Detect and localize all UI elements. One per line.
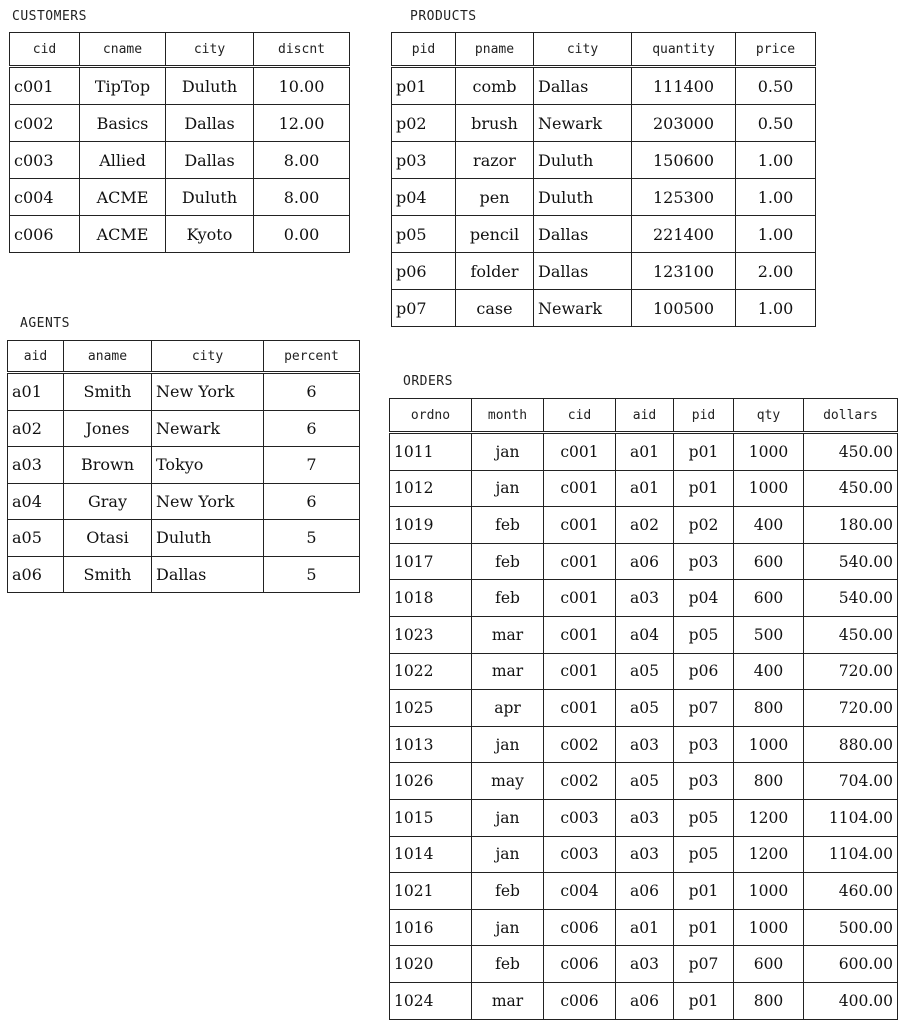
- column-header-cid: cid: [544, 399, 616, 433]
- orders-table-title: ORDERS: [403, 374, 453, 389]
- cell-pid: p01: [674, 909, 734, 946]
- cell-cname: TipTop: [80, 67, 166, 105]
- table-row: [390, 909, 898, 946]
- table-row: [390, 580, 898, 617]
- cell-pid: p06: [392, 253, 456, 290]
- cell-cid: c006: [544, 982, 616, 1019]
- cell-cid: c004: [10, 179, 80, 216]
- cell-dollars: 1104.00: [804, 799, 898, 836]
- cell-ordno: 1012: [390, 470, 472, 507]
- cell-pname: pencil: [456, 216, 534, 253]
- column-header-city: city: [152, 341, 264, 373]
- cell-pid: p03: [392, 142, 456, 179]
- cell-city: Dallas: [534, 253, 632, 290]
- cell-quantity: 203000: [632, 105, 736, 142]
- cell-qty: 1000: [734, 433, 804, 471]
- cell-percent: 5: [264, 556, 360, 593]
- cell-pid: p04: [674, 580, 734, 617]
- cell-city: Duluth: [534, 142, 632, 179]
- cell-pid: p01: [674, 873, 734, 910]
- cell-pid: p07: [674, 690, 734, 727]
- cell-qty: 400: [734, 653, 804, 690]
- cell-month: jan: [472, 836, 544, 873]
- cell-quantity: 150600: [632, 142, 736, 179]
- cell-city: Dallas: [166, 105, 254, 142]
- cell-ordno: 1013: [390, 726, 472, 763]
- cell-qty: 1000: [734, 873, 804, 910]
- cell-dollars: 600.00: [804, 946, 898, 983]
- cell-price: 0.50: [736, 105, 816, 142]
- cell-pid: p07: [392, 290, 456, 327]
- column-header-percent: percent: [264, 341, 360, 373]
- cell-pname: razor: [456, 142, 534, 179]
- cell-dollars: 540.00: [804, 543, 898, 580]
- cell-quantity: 111400: [632, 67, 736, 105]
- table-row: [390, 507, 898, 544]
- cell-dollars: 180.00: [804, 507, 898, 544]
- cell-month: feb: [472, 946, 544, 983]
- cell-qty: 800: [734, 763, 804, 800]
- column-header-cid: cid: [10, 33, 80, 67]
- table-row: [392, 253, 816, 290]
- cell-aid: a05: [616, 763, 674, 800]
- cell-city: Duluth: [166, 67, 254, 105]
- cell-dollars: 1104.00: [804, 836, 898, 873]
- cell-pid: p04: [392, 179, 456, 216]
- cell-cid: c002: [544, 726, 616, 763]
- cell-aid: a01: [616, 433, 674, 471]
- cell-aid: a05: [8, 520, 64, 557]
- cell-ordno: 1015: [390, 799, 472, 836]
- cell-month: apr: [472, 690, 544, 727]
- cell-cid: c006: [544, 909, 616, 946]
- customers-table: [9, 32, 350, 253]
- cell-percent: 6: [264, 373, 360, 411]
- table-row: [10, 179, 350, 216]
- cell-ordno: 1018: [390, 580, 472, 617]
- cell-qty: 600: [734, 946, 804, 983]
- cell-discnt: 8.00: [254, 142, 350, 179]
- cell-dollars: 450.00: [804, 433, 898, 471]
- cell-cname: Allied: [80, 142, 166, 179]
- cell-pid: p03: [674, 763, 734, 800]
- products-table: [391, 32, 816, 327]
- cell-aid: a06: [616, 982, 674, 1019]
- cell-month: feb: [472, 873, 544, 910]
- cell-aid: a03: [616, 836, 674, 873]
- cell-qty: 1000: [734, 909, 804, 946]
- cell-ordno: 1019: [390, 507, 472, 544]
- cell-pid: p06: [674, 653, 734, 690]
- table-row: [8, 520, 360, 557]
- cell-aid: a03: [616, 946, 674, 983]
- cell-aid: a03: [616, 799, 674, 836]
- table-row: [390, 470, 898, 507]
- cell-pid: p02: [392, 105, 456, 142]
- cell-ordno: 1022: [390, 653, 472, 690]
- cell-pid: p05: [674, 799, 734, 836]
- cell-discnt: 0.00: [254, 216, 350, 253]
- cell-cname: ACME: [80, 216, 166, 253]
- cell-qty: 400: [734, 507, 804, 544]
- table-row: [392, 67, 816, 105]
- cell-city: Newark: [534, 105, 632, 142]
- cell-month: jan: [472, 470, 544, 507]
- column-header-city: city: [166, 33, 254, 67]
- table-row: [10, 67, 350, 105]
- column-header-pid: pid: [392, 33, 456, 67]
- table-row: [390, 726, 898, 763]
- cell-cid: c003: [10, 142, 80, 179]
- cell-qty: 600: [734, 543, 804, 580]
- cell-ordno: 1014: [390, 836, 472, 873]
- cell-pname: pen: [456, 179, 534, 216]
- cell-qty: 1000: [734, 726, 804, 763]
- table-row: [8, 410, 360, 447]
- cell-price: 0.50: [736, 67, 816, 105]
- cell-cid: c001: [544, 580, 616, 617]
- cell-aname: Smith: [64, 373, 152, 411]
- cell-pid: p07: [674, 946, 734, 983]
- cell-quantity: 123100: [632, 253, 736, 290]
- cell-month: jan: [472, 726, 544, 763]
- cell-percent: 7: [264, 447, 360, 484]
- cell-price: 1.00: [736, 216, 816, 253]
- cell-pid: p02: [674, 507, 734, 544]
- cell-qty: 600: [734, 580, 804, 617]
- cell-cid: c001: [544, 690, 616, 727]
- cell-month: may: [472, 763, 544, 800]
- cell-pid: p05: [674, 836, 734, 873]
- cell-pid: p01: [674, 470, 734, 507]
- table-row: [8, 447, 360, 484]
- cell-city: Duluth: [166, 179, 254, 216]
- products-table-title: PRODUCTS: [410, 9, 477, 24]
- cell-aid: a01: [616, 470, 674, 507]
- table-row: [10, 105, 350, 142]
- cell-price: 2.00: [736, 253, 816, 290]
- cell-aid: a05: [616, 690, 674, 727]
- cell-ordno: 1024: [390, 982, 472, 1019]
- header-row: [10, 33, 350, 67]
- cell-dollars: 704.00: [804, 763, 898, 800]
- cell-city: Tokyo: [152, 447, 264, 484]
- cell-city: Kyoto: [166, 216, 254, 253]
- cell-aid: a02: [8, 410, 64, 447]
- cell-month: mar: [472, 616, 544, 653]
- cell-city: Duluth: [152, 520, 264, 557]
- cell-pname: case: [456, 290, 534, 327]
- cell-month: feb: [472, 580, 544, 617]
- cell-dollars: 540.00: [804, 580, 898, 617]
- table-row: [392, 290, 816, 327]
- cell-qty: 1200: [734, 836, 804, 873]
- cell-ordno: 1016: [390, 909, 472, 946]
- cell-city: New York: [152, 373, 264, 411]
- cell-month: jan: [472, 799, 544, 836]
- cell-pname: folder: [456, 253, 534, 290]
- table-row: [390, 653, 898, 690]
- cell-qty: 1200: [734, 799, 804, 836]
- cell-aid: a05: [616, 653, 674, 690]
- table-row: [390, 836, 898, 873]
- cell-city: Newark: [534, 290, 632, 327]
- column-header-city: city: [534, 33, 632, 67]
- column-header-cname: cname: [80, 33, 166, 67]
- cell-cid: c001: [544, 653, 616, 690]
- cell-dollars: 450.00: [804, 616, 898, 653]
- cell-cid: c002: [544, 763, 616, 800]
- cell-month: jan: [472, 433, 544, 471]
- cell-pid: p01: [674, 433, 734, 471]
- cell-discnt: 8.00: [254, 179, 350, 216]
- table-row: [390, 433, 898, 471]
- cell-pid: p05: [674, 616, 734, 653]
- cell-aname: Brown: [64, 447, 152, 484]
- cell-cid: c002: [10, 105, 80, 142]
- table-row: [390, 690, 898, 727]
- cell-city: Dallas: [534, 67, 632, 105]
- table-row: [390, 543, 898, 580]
- cell-ordno: 1020: [390, 946, 472, 983]
- column-header-pname: pname: [456, 33, 534, 67]
- customers-table-title: CUSTOMERS: [12, 9, 87, 24]
- cell-percent: 6: [264, 410, 360, 447]
- cell-cid: c004: [544, 873, 616, 910]
- cell-month: mar: [472, 653, 544, 690]
- table-row: [392, 105, 816, 142]
- table-row: [8, 483, 360, 520]
- cell-pid: p01: [674, 982, 734, 1019]
- cell-discnt: 10.00: [254, 67, 350, 105]
- cell-pid: p03: [674, 543, 734, 580]
- cell-dollars: 460.00: [804, 873, 898, 910]
- column-header-discnt: discnt: [254, 33, 350, 67]
- cell-cid: c003: [544, 836, 616, 873]
- cell-quantity: 125300: [632, 179, 736, 216]
- column-header-month: month: [472, 399, 544, 433]
- cell-city: Dallas: [534, 216, 632, 253]
- cell-quantity: 221400: [632, 216, 736, 253]
- table-row: [390, 616, 898, 653]
- cell-aid: a03: [616, 580, 674, 617]
- cell-ordno: 1021: [390, 873, 472, 910]
- table-row: [390, 873, 898, 910]
- column-header-quantity: quantity: [632, 33, 736, 67]
- table-row: [392, 142, 816, 179]
- cell-aname: Smith: [64, 556, 152, 593]
- cell-pid: p03: [674, 726, 734, 763]
- cell-cid: c001: [544, 543, 616, 580]
- cell-dollars: 500.00: [804, 909, 898, 946]
- cell-qty: 500: [734, 616, 804, 653]
- cell-dollars: 450.00: [804, 470, 898, 507]
- cell-aid: a03: [8, 447, 64, 484]
- cell-city: Dallas: [152, 556, 264, 593]
- cell-percent: 5: [264, 520, 360, 557]
- cell-percent: 6: [264, 483, 360, 520]
- column-header-ordno: ordno: [390, 399, 472, 433]
- cell-cid: c001: [544, 433, 616, 471]
- table-row: [10, 142, 350, 179]
- cell-month: jan: [472, 909, 544, 946]
- cell-aid: a06: [8, 556, 64, 593]
- orders-table: [389, 398, 898, 1020]
- column-header-aid: aid: [8, 341, 64, 373]
- cell-aid: a03: [616, 726, 674, 763]
- cell-cid: c001: [544, 470, 616, 507]
- cell-cid: c006: [10, 216, 80, 253]
- column-header-aname: aname: [64, 341, 152, 373]
- header-row: [392, 33, 816, 67]
- cell-aid: a01: [8, 373, 64, 411]
- cell-pname: brush: [456, 105, 534, 142]
- header-row: [8, 341, 360, 373]
- column-header-price: price: [736, 33, 816, 67]
- cell-ordno: 1011: [390, 433, 472, 471]
- table-row: [390, 799, 898, 836]
- cell-dollars: 720.00: [804, 653, 898, 690]
- cell-ordno: 1025: [390, 690, 472, 727]
- cell-dollars: 400.00: [804, 982, 898, 1019]
- cell-aname: Gray: [64, 483, 152, 520]
- cell-qty: 800: [734, 690, 804, 727]
- cell-pname: comb: [456, 67, 534, 105]
- cell-aid: a04: [616, 616, 674, 653]
- cell-qty: 1000: [734, 470, 804, 507]
- cell-cid: c001: [544, 616, 616, 653]
- cell-price: 1.00: [736, 290, 816, 327]
- cell-ordno: 1017: [390, 543, 472, 580]
- cell-cname: ACME: [80, 179, 166, 216]
- column-header-qty: qty: [734, 399, 804, 433]
- cell-month: feb: [472, 543, 544, 580]
- cell-city: New York: [152, 483, 264, 520]
- header-row: [390, 399, 898, 433]
- cell-cname: Basics: [80, 105, 166, 142]
- cell-discnt: 12.00: [254, 105, 350, 142]
- agents-table: [7, 340, 360, 593]
- cell-dollars: 720.00: [804, 690, 898, 727]
- table-row: [390, 946, 898, 983]
- cell-aid: a06: [616, 873, 674, 910]
- cell-aname: Otasi: [64, 520, 152, 557]
- cell-cid: c001: [544, 507, 616, 544]
- cell-quantity: 100500: [632, 290, 736, 327]
- agents-table-title: AGENTS: [20, 316, 70, 331]
- cell-pid: p05: [392, 216, 456, 253]
- cell-price: 1.00: [736, 179, 816, 216]
- cell-price: 1.00: [736, 142, 816, 179]
- column-header-pid: pid: [674, 399, 734, 433]
- cell-aname: Jones: [64, 410, 152, 447]
- cell-qty: 800: [734, 982, 804, 1019]
- cell-month: feb: [472, 507, 544, 544]
- cell-ordno: 1026: [390, 763, 472, 800]
- cell-cid: c001: [10, 67, 80, 105]
- table-row: [390, 982, 898, 1019]
- table-row: [8, 373, 360, 411]
- cell-cid: c003: [544, 799, 616, 836]
- cell-ordno: 1023: [390, 616, 472, 653]
- table-row: [390, 763, 898, 800]
- cell-aid: a06: [616, 543, 674, 580]
- cell-month: mar: [472, 982, 544, 1019]
- cell-aid: a02: [616, 507, 674, 544]
- cell-dollars: 880.00: [804, 726, 898, 763]
- table-row: [392, 216, 816, 253]
- column-header-dollars: dollars: [804, 399, 898, 433]
- table-row: [392, 179, 816, 216]
- table-row: [8, 556, 360, 593]
- cell-city: Newark: [152, 410, 264, 447]
- cell-city: Duluth: [534, 179, 632, 216]
- cell-city: Dallas: [166, 142, 254, 179]
- cell-aid: a04: [8, 483, 64, 520]
- column-header-aid: aid: [616, 399, 674, 433]
- cell-aid: a01: [616, 909, 674, 946]
- cell-cid: c006: [544, 946, 616, 983]
- cell-pid: p01: [392, 67, 456, 105]
- table-row: [10, 216, 350, 253]
